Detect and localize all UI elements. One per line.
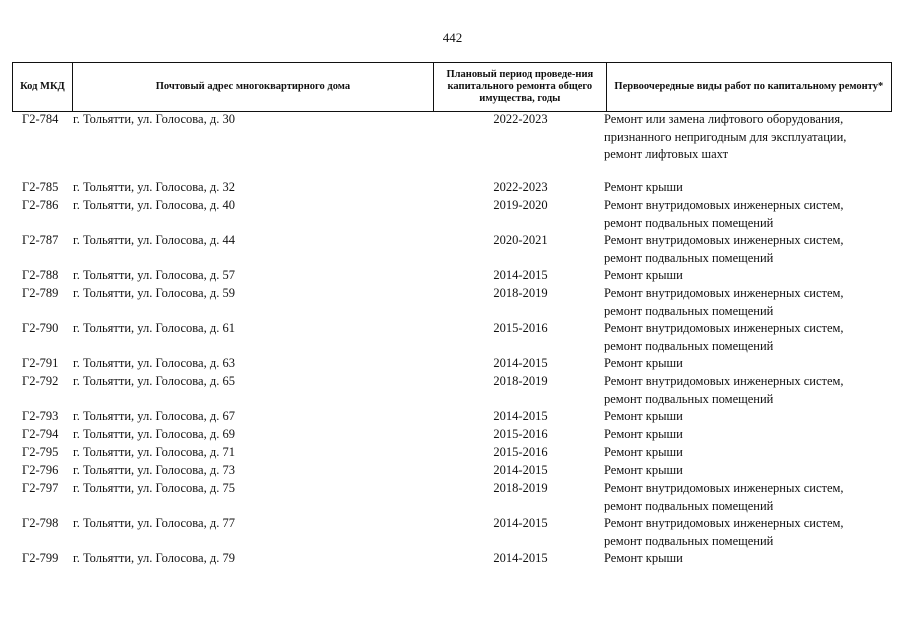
row-works: [604, 320, 884, 355]
row-code: Г2-797: [22, 481, 59, 495]
row-works-line: признанного непригодным для эксплуатации,: [604, 129, 847, 144]
row-works: [604, 480, 884, 515]
row-code: Г2-795: [22, 445, 59, 459]
row-address: г. Тольятти, ул. Голосова, д. 67: [73, 409, 235, 423]
row-period: 2022-2023: [493, 112, 548, 126]
row-works: [604, 111, 884, 164]
row-code: Г2-788: [22, 268, 59, 282]
header-address: Почтовый адрес многоквартирного дома: [73, 63, 434, 111]
row-works-line: ремонт подвальных помещений: [604, 215, 774, 230]
row-works: [604, 285, 884, 320]
row-address: г. Тольятти, ул. Голосова, д. 59: [73, 286, 235, 300]
row-address: г. Тольятти, ул. Голосова, д. 57: [73, 268, 235, 282]
row-period: 2018-2019: [493, 374, 548, 388]
row-code: Г2-792: [22, 374, 59, 388]
row-code: Г2-798: [22, 516, 59, 530]
row-works-line: Ремонт внутридомовых инженерных систем,: [604, 516, 844, 530]
row-code: Г2-784: [22, 112, 59, 126]
row-code: Г2-791: [22, 356, 59, 370]
row-code: Г2-785: [22, 180, 59, 194]
row-works-line: Ремонт крыши: [604, 463, 683, 477]
row-works-line: Ремонт или замена лифтового оборудования,: [604, 112, 844, 126]
row-period: 2018-2019: [493, 481, 548, 495]
row-works: [604, 179, 884, 197]
row-code: Г2-794: [22, 427, 59, 441]
row-address: г. Тольятти, ул. Голосова, д. 32: [73, 180, 235, 194]
row-address: г. Тольятти, ул. Голосова, д. 69: [73, 427, 235, 441]
row-works-line: Ремонт внутридомовых инженерных систем,: [604, 233, 844, 247]
row-period: 2015-2016: [493, 321, 548, 335]
row-works-line: Ремонт крыши: [604, 551, 683, 565]
row-works-line: Ремонт крыши: [604, 180, 683, 194]
row-works-line: Ремонт крыши: [604, 268, 683, 282]
row-works-line: Ремонт внутридомовых инженерных систем,: [604, 321, 844, 335]
row-period: 2014-2015: [493, 268, 548, 282]
row-works: [604, 515, 884, 550]
row-code: Г2-789: [22, 286, 59, 300]
row-works-line: Ремонт крыши: [604, 409, 683, 423]
row-period: 2015-2016: [493, 427, 548, 441]
row-address: г. Тольятти, ул. Голосова, д. 79: [73, 551, 235, 565]
row-address: г. Тольятти, ул. Голосова, д. 73: [73, 463, 235, 477]
row-works-line: Ремонт внутридомовых инженерных систем,: [604, 481, 844, 495]
row-works: [604, 373, 884, 408]
row-works: [604, 355, 884, 373]
row-code: Г2-796: [22, 463, 59, 477]
row-works-line: Ремонт крыши: [604, 356, 683, 370]
header-works: Первоочередные виды работ по капитальному ремонту*: [614, 81, 884, 92]
row-period: 2014-2015: [493, 409, 548, 423]
row-code: Г2-793: [22, 409, 59, 423]
row-works-line: ремонт подвальных помещений: [604, 250, 774, 265]
row-works: [604, 462, 884, 480]
page-number: 442: [442, 30, 463, 45]
row-code: Г2-787: [22, 233, 59, 247]
row-address: г. Тольятти, ул. Голосова, д. 75: [73, 481, 235, 495]
row-address: г. Тольятти, ул. Голосова, д. 71: [73, 445, 235, 459]
row-period: 2014-2015: [493, 516, 548, 530]
row-works-line: ремонт подвальных помещений: [604, 533, 774, 548]
header-period: Плановый период проведе-ния капитального ремонта общего имущества, годы: [434, 63, 607, 111]
row-works-line: ремонт подвальных помещений: [604, 391, 774, 406]
row-address: г. Тольятти, ул. Голосова, д. 30: [73, 112, 235, 126]
row-address: г. Тольятти, ул. Голосова, д. 63: [73, 356, 235, 370]
row-code: Г2-790: [22, 321, 59, 335]
row-period: 2018-2019: [493, 286, 548, 300]
row-period: 2014-2015: [493, 356, 548, 370]
row-period: 2022-2023: [493, 180, 548, 194]
table-header: [12, 62, 892, 112]
row-period: 2014-2015: [493, 463, 548, 477]
row-address: г. Тольятти, ул. Голосова, д. 65: [73, 374, 235, 388]
row-period: 2019-2020: [493, 198, 548, 212]
row-works-line: Ремонт внутридомовых инженерных систем,: [604, 198, 844, 212]
row-works: [604, 408, 884, 426]
row-code: Г2-786: [22, 198, 59, 212]
row-works: [604, 550, 884, 568]
row-code: Г2-799: [22, 551, 59, 565]
row-period: 2020-2021: [493, 233, 548, 247]
header-code: Код МКД: [13, 63, 73, 111]
row-works-line: Ремонт крыши: [604, 445, 683, 459]
row-period: 2014-2015: [493, 551, 548, 565]
row-works: [604, 197, 884, 232]
row-works-line: ремонт подвальных помещений: [604, 303, 774, 318]
row-address: г. Тольятти, ул. Голосова, д. 40: [73, 198, 235, 212]
row-address: г. Тольятти, ул. Голосова, д. 61: [73, 321, 235, 335]
row-works-line: Ремонт крыши: [604, 427, 683, 441]
row-works-line: Ремонт внутридомовых инженерных систем,: [604, 286, 844, 300]
row-works: [604, 267, 884, 285]
row-works: [604, 232, 884, 267]
row-works: [604, 444, 884, 462]
row-period: 2015-2016: [493, 445, 548, 459]
row-works: [604, 426, 884, 444]
row-address: г. Тольятти, ул. Голосова, д. 77: [73, 516, 235, 530]
row-works-line: Ремонт внутридомовых инженерных систем,: [604, 374, 844, 388]
row-works-line: ремонт подвальных помещений: [604, 338, 774, 353]
row-works-line: ремонт подвальных помещений: [604, 498, 774, 513]
row-address: г. Тольятти, ул. Голосова, д. 44: [73, 233, 235, 247]
row-works-line: ремонт лифтовых шахт: [604, 147, 729, 161]
